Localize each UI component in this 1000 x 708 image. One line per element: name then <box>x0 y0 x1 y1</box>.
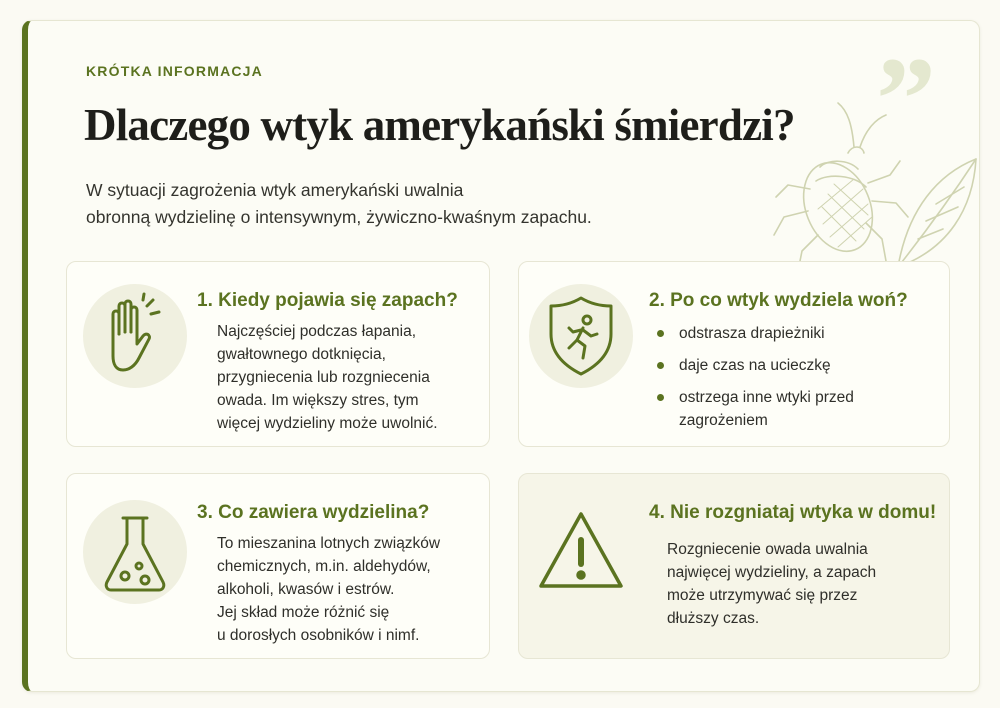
list-item: odstrasza drapieżniki <box>657 322 877 345</box>
raised-hand-icon <box>83 284 187 388</box>
body-line: alkoholi, kwasów i estrów. <box>217 581 395 598</box>
section-card-purpose <box>518 261 950 447</box>
list-item: ostrzega inne wtyki przed zagrożeniem <box>657 386 877 432</box>
body-line: więcej wydzieliny może uwolnić. <box>217 415 438 432</box>
intro-line: obronną wydzielinę o intensywnym, żywiczno-kwaśnym zapachu. <box>86 207 592 227</box>
body-line: u dorosłych osobników i nimf. <box>217 627 420 644</box>
body-line: To mieszanina lotnych związków <box>217 535 441 552</box>
body-line: Jej skład może różnić się <box>217 604 390 621</box>
shield-running-person-icon <box>529 284 633 388</box>
stink-bug-illustration-icon <box>768 89 978 279</box>
section-title: 3. Co zawiera wydzielina? <box>197 502 430 523</box>
body-line: Rozgniecenie owada uwalnia <box>667 541 868 558</box>
warning-triangle-icon <box>529 500 633 604</box>
section-title: 4. Nie rozgniataj wtyka w domu! <box>649 502 937 523</box>
list-item: daje czas na ucieczkę <box>657 354 877 377</box>
bullet-list <box>657 322 877 441</box>
section-body <box>217 320 438 435</box>
section-card-when-smell <box>66 261 490 447</box>
section-body <box>217 532 440 647</box>
body-line: przygniecenia lub rozgniecenia <box>217 369 430 386</box>
body-line: gwałtownego dotknięcia, <box>217 346 386 363</box>
page-title: Dlaczego wtyk amerykański śmierdzi? <box>84 100 795 150</box>
quote-mark-decoration: ” <box>876 32 936 165</box>
icon-circle <box>529 500 633 604</box>
body-line: może utrzymywać się przez <box>667 587 858 604</box>
icon-circle <box>83 284 187 388</box>
body-line: chemicznych, m.in. aldehydów, <box>217 558 431 575</box>
body-line: dłuższy czas. <box>667 610 760 627</box>
flask-icon <box>83 500 187 604</box>
body-line: Najczęściej podczas łapania, <box>217 323 417 340</box>
icon-circle <box>529 284 633 388</box>
section-body <box>667 538 876 630</box>
body-line: najwięcej wydzieliny, a zapach <box>667 564 877 581</box>
intro-line: W sytuacji zagrożenia wtyk amerykański uwalnia <box>86 180 464 200</box>
section-card-warning <box>518 473 950 659</box>
intro-text <box>86 177 686 231</box>
section-card-contents <box>66 473 490 659</box>
body-line: owada. Im większy stres, tym <box>217 392 419 409</box>
section-title: 1. Kiedy pojawia się zapach? <box>197 290 458 311</box>
eyebrow-label: KRÓTKA INFORMACJA <box>86 63 263 79</box>
info-card <box>22 20 980 692</box>
icon-circle <box>83 500 187 604</box>
section-title: 2. Po co wtyk wydziela woń? <box>649 290 908 311</box>
